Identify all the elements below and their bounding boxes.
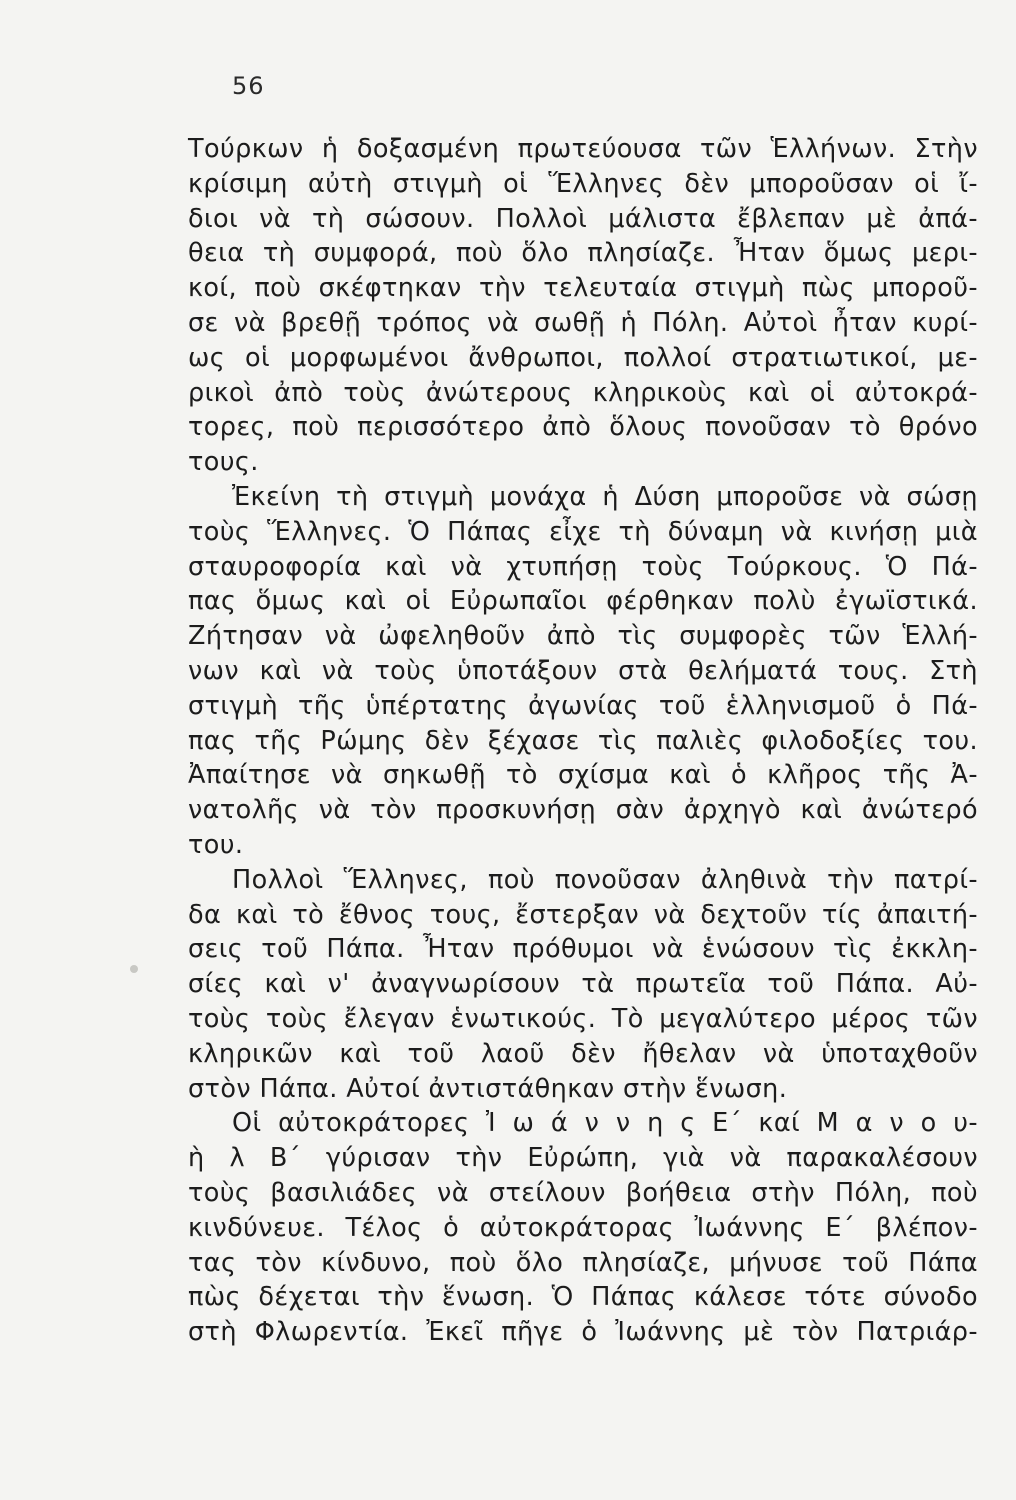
text-line: κινδύνευε. Τέλος ὁ αὐτοκράτορας Ἰωάννης Ε΄ βλέπον- bbox=[188, 1212, 978, 1243]
text-line: ως οἱ μορφωμένοι ἄνθρωποι, πολλοί στρατιωτικοί, με- bbox=[188, 342, 978, 373]
text-line: κοί, ποὺ σκέφτηκαν τὴν τελευταία στιγμὴ πὼς μποροῦ- bbox=[188, 273, 978, 304]
text-line: στιγμὴ τῆς ὑπέρτατης ἀγωνίας τοῦ ἑλληνισμοῦ ὁ Πά- bbox=[188, 690, 978, 721]
text-line: του. bbox=[188, 829, 244, 860]
text-line: σεις τοῦ Πάπα. Ἦταν πρόθυμοι νὰ ἑνώσουν τὶς ἐκκλη- bbox=[188, 934, 978, 965]
text-line: πὼς δέχεται τὴν ἕνωση. Ὁ Πάπας κάλεσε τότε σύνοδο bbox=[188, 1282, 978, 1313]
text-line: τοὺς Ἕλληνες. Ὁ Πάπας εἶχε τὴ δύναμη νὰ κινήσῃ μιὰ bbox=[188, 516, 978, 547]
text-line: σε νὰ βρεθῇ τρόπος νὰ σωθῇ ἡ Πόλη. Αὐτοὶ ἦταν κυρί- bbox=[188, 307, 978, 338]
text-line: σταυροφορία καὶ νὰ χτυπήσῃ τοὺς Τούρκους. Ὁ Πά- bbox=[188, 551, 978, 582]
text-line: Ἐκείνη τὴ στιγμὴ μονάχα ἡ Δύση μποροῦσε νὰ σώσῃ bbox=[232, 481, 978, 512]
text-line: τορες, ποὺ περισσότερο ἀπὸ ὅλους πονοῦσαν τὸ θρόνο bbox=[188, 412, 978, 443]
text-line: διοι νὰ τὴ σώσουν. Πολλοὶ μάλιστα ἔβλεπαν μὲ ἀπά- bbox=[188, 203, 978, 234]
text-line: πας τῆς Ρώμης δὲν ξέχασε τὶς παλιὲς φιλοδοξίες του. bbox=[188, 725, 978, 756]
paper-speck bbox=[130, 965, 138, 973]
text-line: Ἀπαίτησε νὰ σηκωθῇ τὸ σχίσμα καὶ ὁ κλῆρος τῆς Ἀ- bbox=[188, 760, 978, 791]
text-line: τας τὸν κίνδυνο, ποὺ ὅλο πλησίαζε, μήνυσε τοῦ Πάπα bbox=[188, 1247, 978, 1278]
text-line: δα καὶ τὸ ἔθνος τους, ἔστερξαν νὰ δεχτοῦν τίς ἀπαιτή- bbox=[188, 899, 978, 930]
text-line: ὴ λ Β΄ γύρισαν τὴν Εὐρώπη, γιὰ νὰ παρακαλέσουν bbox=[188, 1143, 978, 1174]
body-text bbox=[188, 132, 978, 1350]
text-line: Οἱ αὐτοκράτορες Ἰ ω ά ν ν η ς Ε΄ καί Μ α ν ο υ- bbox=[232, 1108, 978, 1139]
text-line: στὴ Φλωρεντία. Ἐκεῖ πῆγε ὁ Ἰωάννης μὲ τὸν Πατριάρ- bbox=[188, 1317, 978, 1348]
text-line: Ζήτησαν νὰ ὠφεληθοῦν ἀπὸ τὶς συμφορὲς τῶν Ἑλλή- bbox=[188, 621, 978, 652]
text-line: τους. bbox=[188, 447, 259, 478]
text-line: Πολλοὶ Ἕλληνες, ποὺ πονοῦσαν ἀληθινὰ τὴν πατρί- bbox=[232, 864, 978, 895]
page-number: 56 bbox=[232, 72, 265, 100]
text-line: κληρικῶν καὶ τοῦ λαοῦ δὲν ἤθελαν νὰ ὑποταχθοῦν bbox=[188, 1038, 978, 1069]
text-line: κρίσιμη αὐτὴ στιγμὴ οἱ Ἕλληνες δὲν μποροῦσαν οἱ ἴ- bbox=[188, 168, 978, 199]
text-line: τοὺς τοὺς ἔλεγαν ἑνωτικούς. Τὸ μεγαλύτερο μέρος τῶν bbox=[188, 1003, 978, 1034]
text-line: τοὺς βασιλιάδες νὰ στείλουν βοήθεια στὴν Πόλη, ποὺ bbox=[188, 1177, 978, 1208]
text-line: στὸν Πάπα. Αὐτοί ἀντιστάθηκαν στὴν ἕνωση. bbox=[188, 1073, 788, 1104]
text-line: θεια τὴ συμφορά, ποὺ ὅλο πλησίαζε. Ἦταν ὅμως μερι- bbox=[188, 238, 978, 269]
text-line: ρικοὶ ἀπὸ τοὺς ἀνώτερους κληρικοὺς καὶ οἱ αὐτοκρά- bbox=[188, 377, 978, 408]
text-line: νων καὶ νὰ τοὺς ὑποτάξουν στὰ θελήματά τους. Στὴ bbox=[188, 655, 978, 686]
text-line: νατολῆς νὰ τὸν προσκυνήσῃ σὰν ἀρχηγὸ καὶ ἀνώτερό bbox=[188, 795, 978, 826]
text-line: Τούρκων ἡ δοξασμένη πρωτεύουσα τῶν Ἑλλήνων. Στὴν bbox=[188, 134, 978, 164]
text-line: πας ὅμως καὶ οἱ Εὐρωπαῖοι φέρθηκαν πολὺ ἐγωϊστικά. bbox=[188, 586, 978, 617]
text-line: σίες καὶ ν' ἀναγνωρίσουν τὰ πρωτεῖα τοῦ Πάπα. Αὐ- bbox=[188, 969, 978, 1000]
